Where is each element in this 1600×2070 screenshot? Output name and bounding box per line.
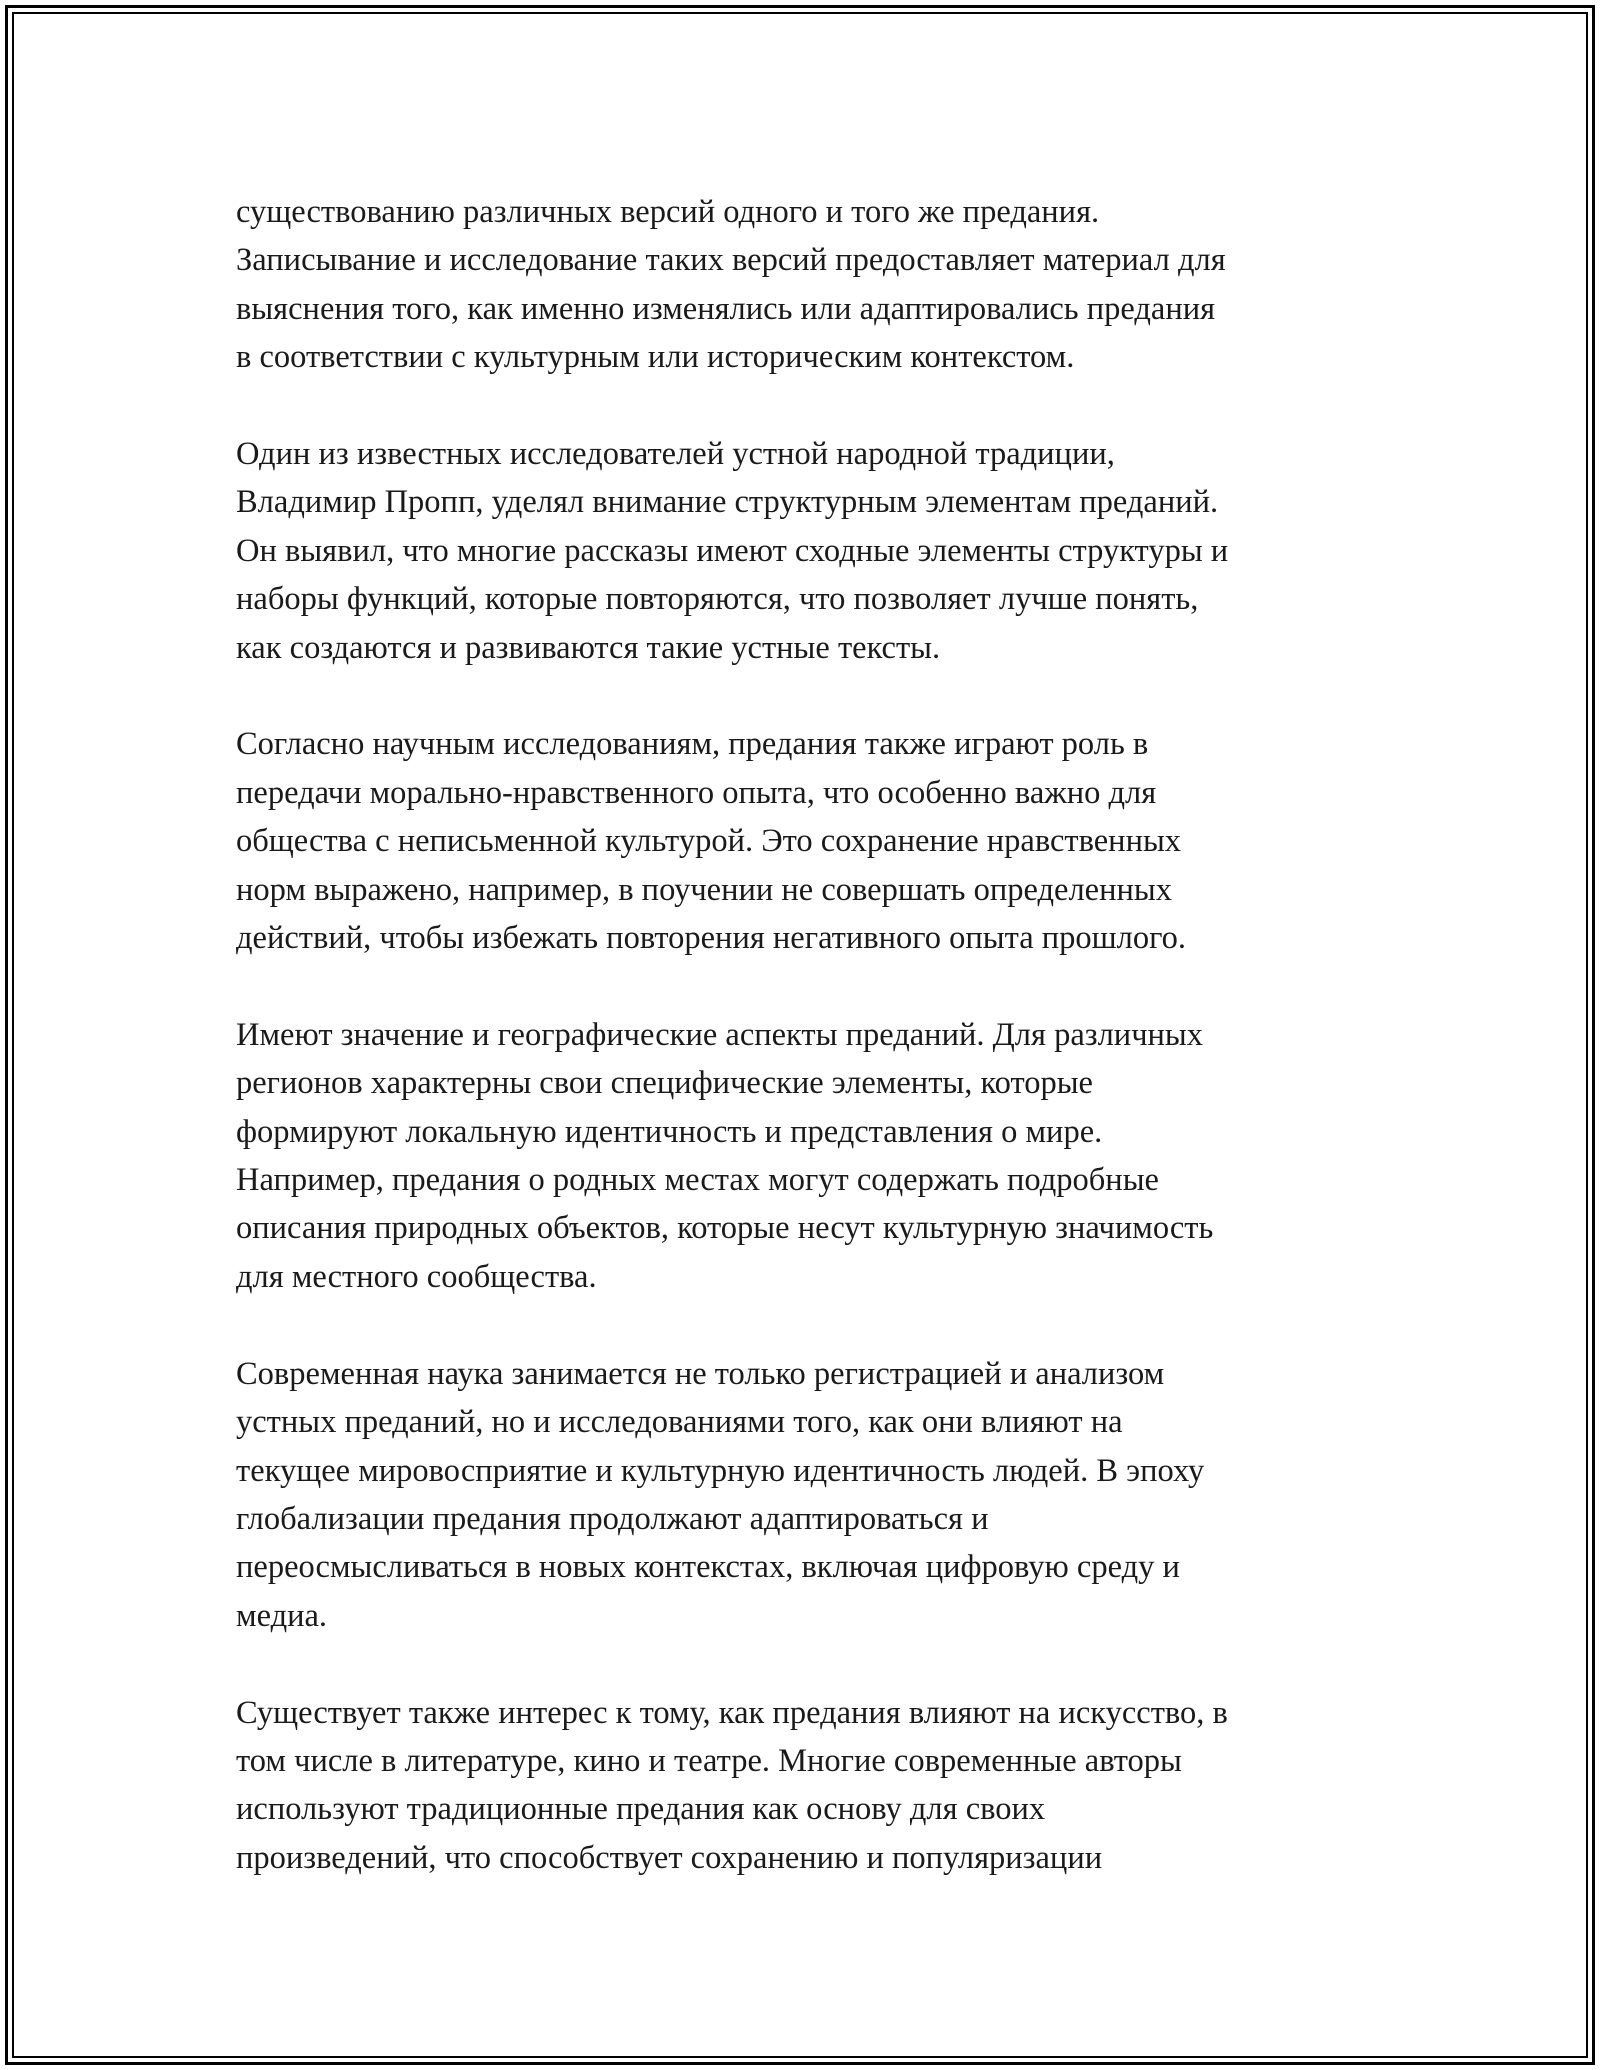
paragraph-4 <box>236 1011 1416 1301</box>
text-line: Например, предания о родных местах могут содержать подробные <box>236 1162 1159 1199</box>
paragraph-2 <box>236 430 1416 672</box>
text-line: регионов характерны свои специфические элементы, которые <box>236 1065 1093 1102</box>
text-line: описания природных объектов, которые несут культурную значимость <box>236 1210 1214 1247</box>
text-line: наборы функций, которые повторяются, что позволяет лучше понять, <box>236 581 1199 618</box>
text-line: Он выявил, что многие рассказы имеют сходные элементы структуры и <box>236 532 1229 569</box>
text-line: текущее мировосприятие и культурную идентичность людей. В эпоху <box>236 1452 1205 1489</box>
text-line: переосмысливаться в новых контекстах, включая цифровую среду и <box>236 1549 1180 1586</box>
text-line: норм выражено, например, в поучении не совершать определенных <box>236 871 1172 908</box>
text-line: Записывание и исследование таких версий предоставляет материал для <box>236 242 1226 279</box>
paragraph-3 <box>236 720 1416 962</box>
text-line: общества с неписьменной культурой. Это сохранение нравственных <box>236 823 1182 860</box>
text-line: выяснения того, как именно изменялись или адаптировались предания <box>236 290 1216 327</box>
text-line: глобализации предания продолжают адаптироваться и <box>236 1500 989 1537</box>
text-line: используют традиционные предания как основу для своих <box>236 1791 1046 1828</box>
text-line: том числе в литературе, кино и театре. Многие современные авторы <box>236 1742 1182 1779</box>
text-line: формируют локальную идентичность и представления о мире. <box>236 1113 1103 1150</box>
text-line: Имеют значение и географические аспекты преданий. Для различных <box>236 1016 1204 1053</box>
text-line: в соответствии с культурным или историческим контекстом. <box>236 339 1075 376</box>
document-body <box>236 188 1416 1931</box>
paragraph-6 <box>236 1689 1416 1883</box>
text-line: Современная наука занимается не только регистрацией и анализом <box>236 1355 1165 1392</box>
text-line: Владимир Пропп, уделял внимание структурным элементам преданий. <box>236 484 1219 521</box>
paragraph-1 <box>236 188 1416 382</box>
text-line: существованию различных версий одного и того же предания. <box>236 194 1100 230</box>
text-line: как создаются и развиваются такие устные тексты. <box>236 629 941 666</box>
text-line: передачи морально-нравственного опыта, что особенно важно для <box>236 774 1157 811</box>
text-line: Существует также интерес к тому, как предания влияют на искусство, в <box>236 1694 1228 1731</box>
text-line: произведений, что способствует сохранению и популяризации <box>236 1839 1103 1876</box>
text-line: устных преданий, но и исследованиями того, как они влияют на <box>236 1404 1123 1441</box>
text-line: Один из известных исследователей устной народной традиции, <box>236 436 1115 473</box>
text-line: для местного сообщества. <box>236 1258 597 1295</box>
text-line: действий, чтобы избежать повторения негативного опыта прошлого. <box>236 920 1187 957</box>
text-line: Согласно научным исследованиям, предания также играют роль в <box>236 726 1149 763</box>
paragraph-5 <box>236 1350 1416 1640</box>
text-line: медиа. <box>236 1597 328 1634</box>
